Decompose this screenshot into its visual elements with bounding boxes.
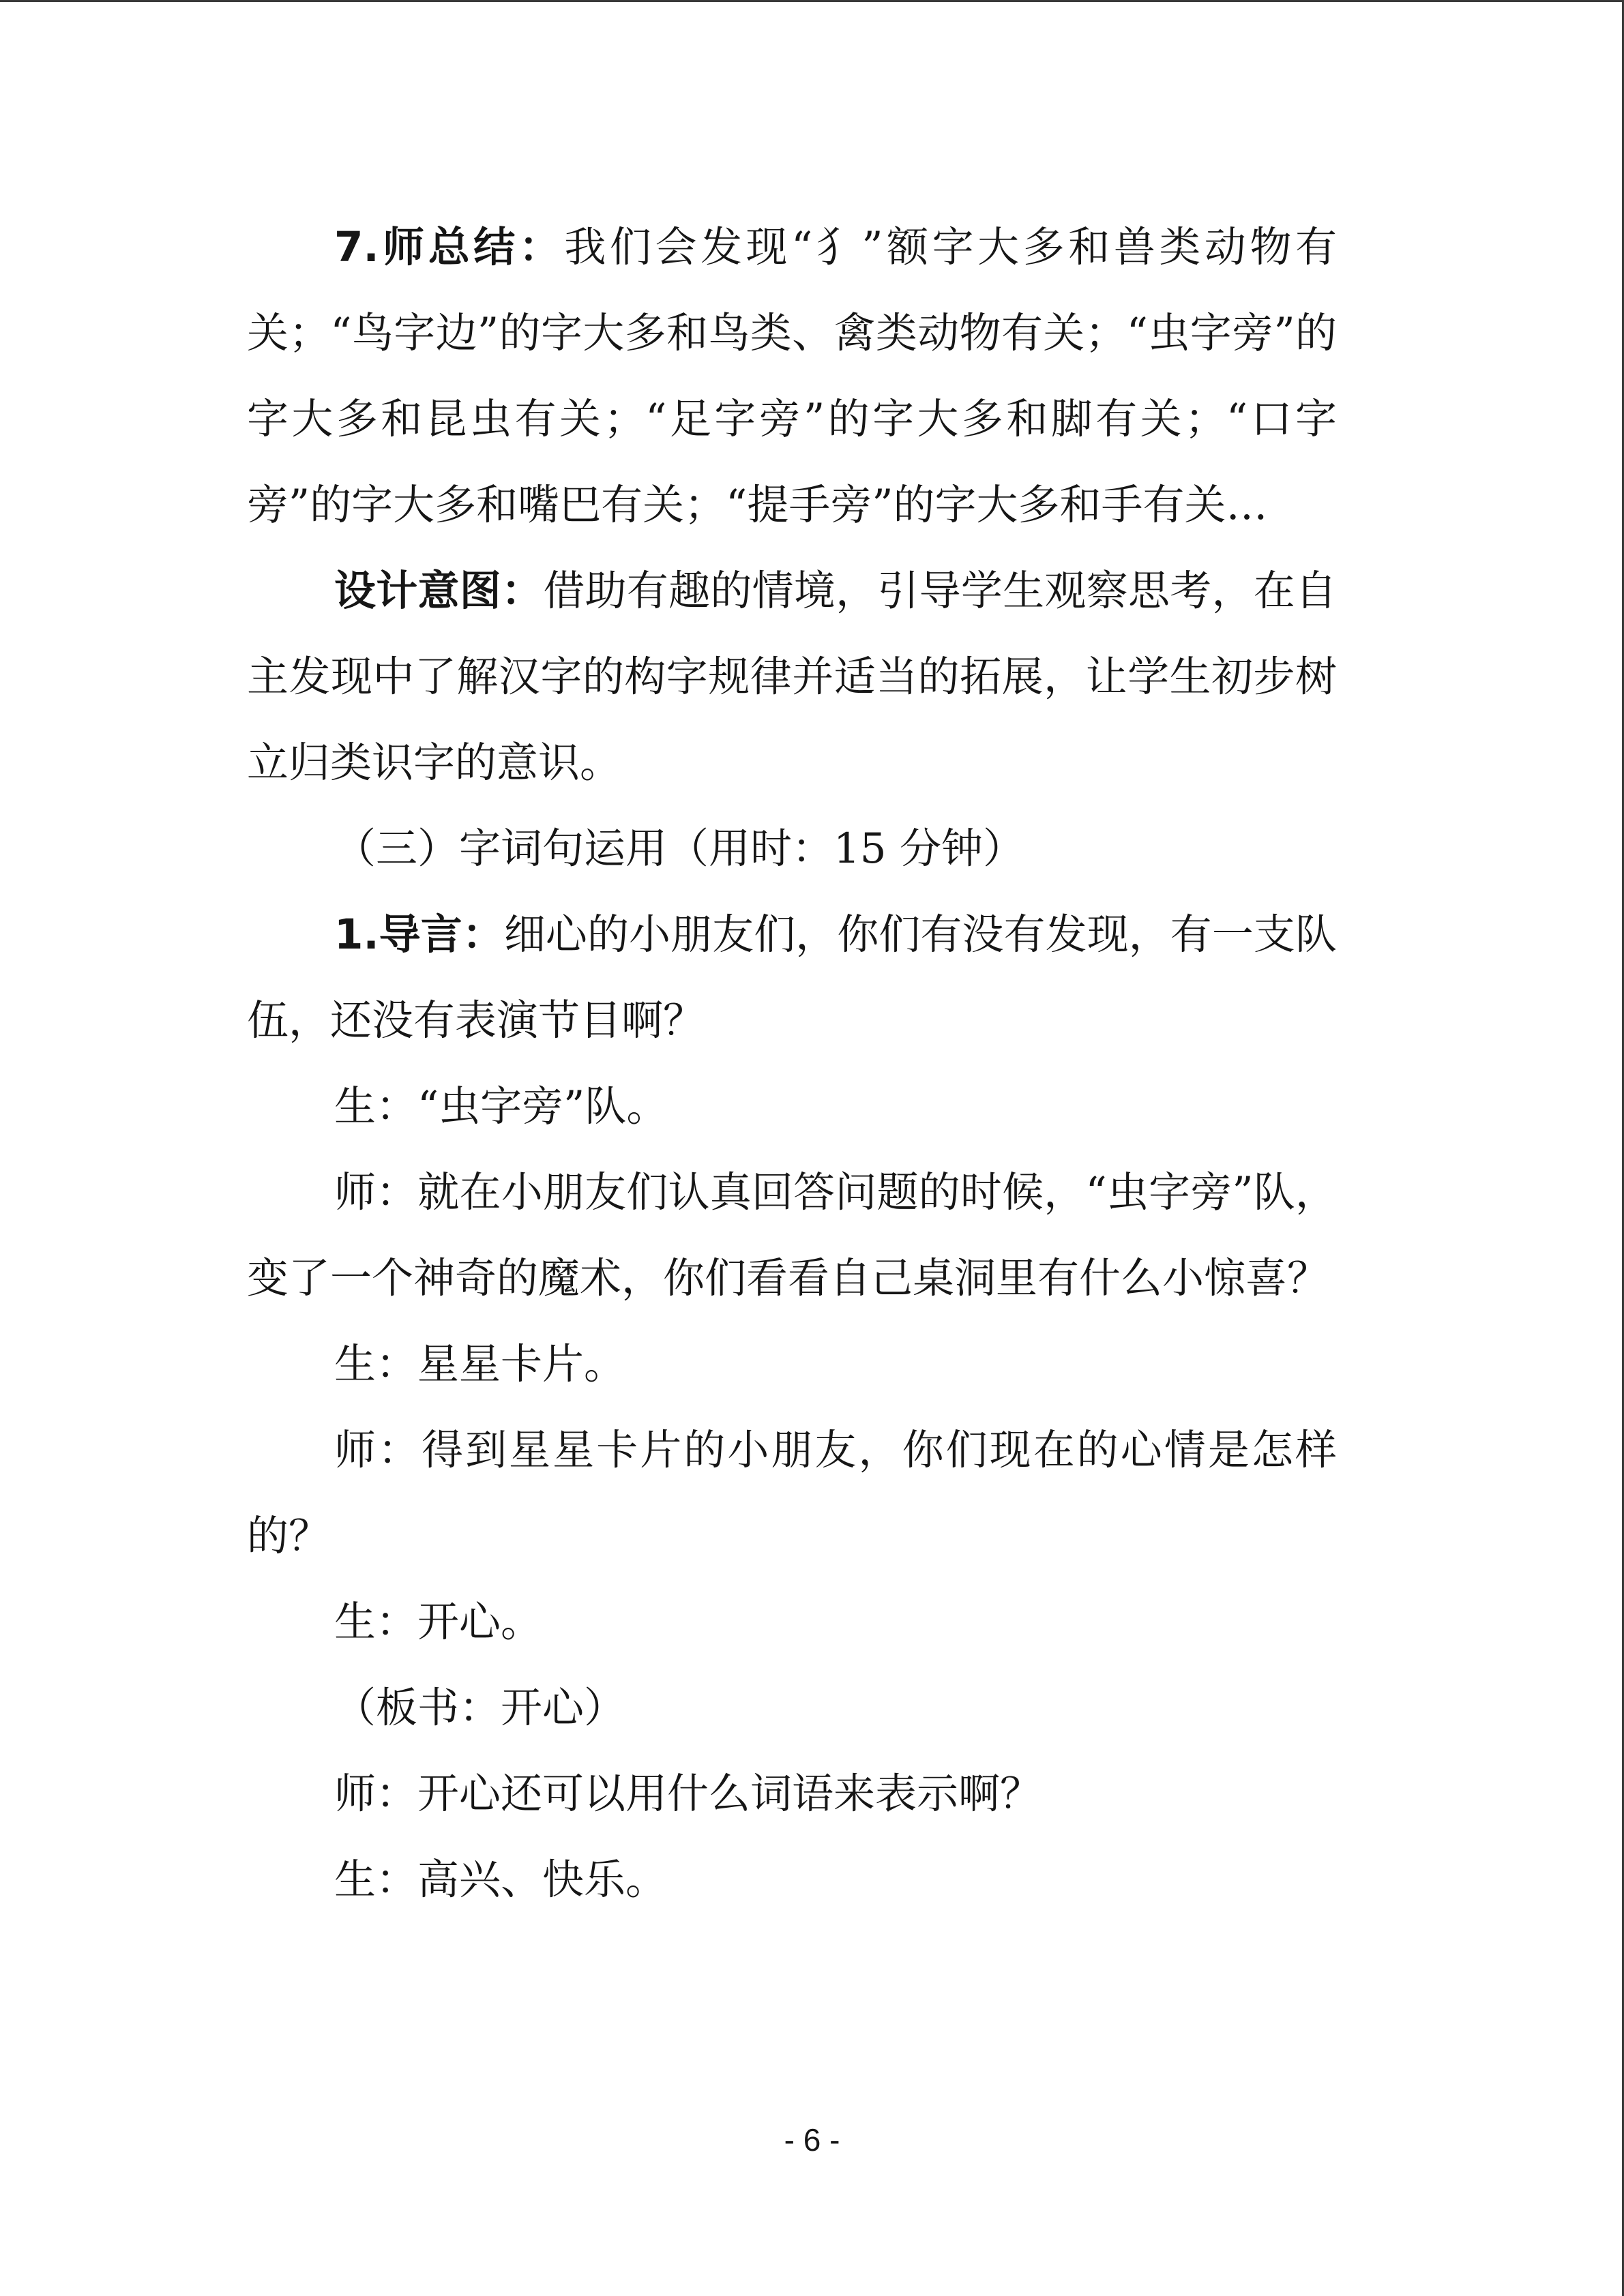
page-top-border [0, 0, 1624, 2]
blackboard-note: （板书：开心） [334, 1684, 626, 1732]
dialogue-line: 生：星星卡片。 [334, 1340, 626, 1388]
dialogue-line: 生：高兴、快乐。 [334, 1855, 668, 1904]
design-intent-paragraph [247, 548, 1337, 806]
paragraph-text: 我们会发现“犭”额字大多和兽类动物有关；“鸟字边”的字大多和鸟类、禽类动物有关；“虫字旁”的字大多和昆虫有关；“足字旁”的字大多和脚有关；“口字旁”的字大多和嘴巴有关；“提手旁”的字大多和手有关… [247, 223, 1338, 529]
paragraph-lead: 1.导言： [334, 910, 504, 959]
paragraph-text: 借助有趣的情境，引导学生观察思考，在自主发现中了解汉字的构字规律并适当的拓展，让学生初步树立归类识字的意识。 [247, 567, 1337, 787]
dialogue-line: 师：得到星星卡片的小朋友，你们现在的心情是怎样的？ [247, 1426, 1337, 1560]
dialogue-line: 师：就在小朋友们认真回答问题的时候，“虫字旁”队，变了一个神奇的魔术，你们看看自己桌洞里有什么小惊喜？ [247, 1168, 1337, 1302]
page-number: - 6 - [784, 2122, 840, 2158]
body-text [247, 205, 1337, 1923]
section-heading: （三）字词句运用（用时：15 分钟） [334, 824, 1025, 873]
dialogue-line: 生：开心。 [334, 1598, 543, 1646]
introduction-paragraph [247, 892, 1337, 1064]
dialogue-line: 生：“虫字旁”队。 [334, 1082, 668, 1131]
paragraph-text: 细心的小朋友们，你们有没有发现，有一支队伍，还没有表演节目啊？ [247, 910, 1337, 1045]
teacher-summary-paragraph [247, 205, 1337, 548]
paragraph-lead: 设计意图： [334, 567, 544, 615]
dialogue-line: 师：开心还可以用什么词语来表示啊？ [334, 1770, 1042, 1818]
paragraph-lead: 7.师总结： [334, 223, 565, 271]
